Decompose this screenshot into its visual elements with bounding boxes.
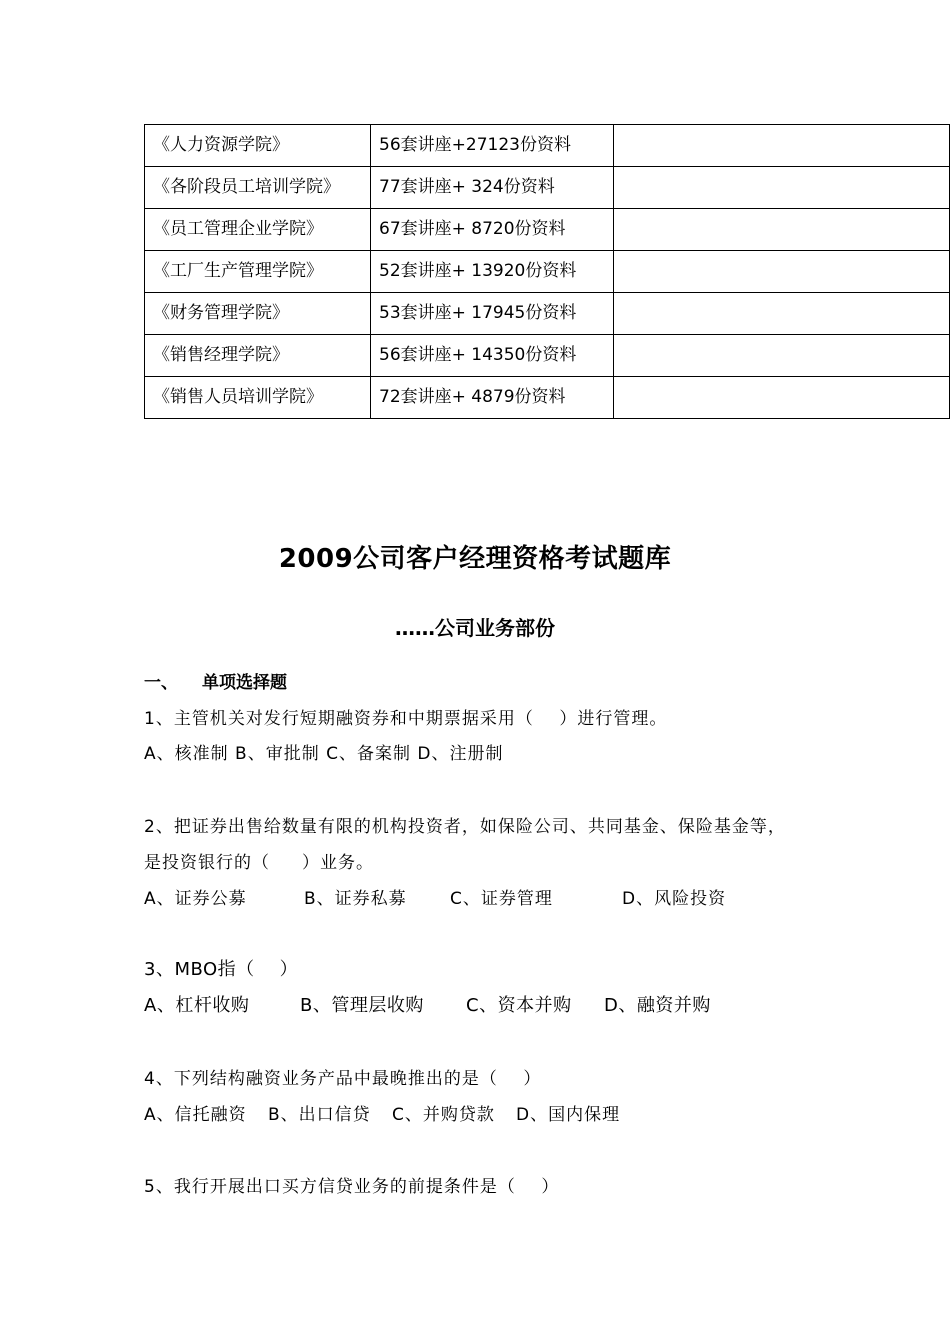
option: B、审批制: [235, 744, 320, 764]
college-name: 《人力资源学院》: [145, 125, 371, 167]
college-content: 53套讲座+ 17945份资料: [371, 293, 614, 335]
college-name: 《各阶段员工培训学院》: [145, 167, 371, 209]
option: D、融资并购: [604, 995, 711, 1016]
college-note: [614, 125, 950, 167]
option: D、注册制: [417, 744, 504, 764]
college-name: 《销售经理学院》: [145, 335, 371, 377]
option: B、证券私募: [304, 889, 407, 909]
college-name: 《工厂生产管理学院》: [145, 251, 371, 293]
table-row: [145, 251, 950, 293]
document-subtitle: ……公司业务部份: [395, 616, 555, 640]
section-label: 单项选择题: [202, 673, 287, 693]
college-content: 67套讲座+ 8720份资料: [371, 209, 614, 251]
option: A、杠杆收购: [144, 995, 250, 1016]
question-stem: 2、把证券出售给数量有限的机构投资者，如保险公司、共同基金、保险基金等，: [144, 817, 786, 837]
college-name: 《员工管理企业学院》: [145, 209, 371, 251]
table-row: [145, 167, 950, 209]
question-stem: 1、主管机关对发行短期融资券和中期票据采用（ ）进行管理。: [144, 709, 668, 729]
question-stem: 3、MBO指（ ）: [144, 959, 299, 980]
option: B、出口信贷: [268, 1105, 371, 1125]
option: D、国内保理: [516, 1105, 621, 1125]
option: D、风险投资: [622, 889, 727, 909]
college-name: 《财务管理学院》: [145, 293, 371, 335]
table-row: [145, 209, 950, 251]
college-note: [614, 293, 950, 335]
option: A、核准制: [144, 744, 229, 764]
course-catalog-table: [144, 124, 950, 419]
question-stem: 5、我行开展出口买方信贷业务的前提条件是（ ）: [144, 1177, 560, 1197]
option: A、信托融资: [144, 1105, 247, 1125]
college-note: [614, 209, 950, 251]
question-stem: 4、下列结构融资业务产品中最晚推出的是（ ）: [144, 1069, 542, 1089]
option: B、管理层收购: [300, 995, 424, 1016]
option: C、备案制: [326, 744, 411, 764]
option: C、证券管理: [450, 889, 553, 909]
document-title: 2009公司客户经理资格考试题库: [278, 544, 672, 574]
question-options: [144, 884, 726, 909]
option: C、并购贷款: [392, 1105, 495, 1125]
table-row: [145, 125, 950, 167]
option: A、证券公募: [144, 889, 247, 909]
table-row: [145, 377, 950, 419]
college-content: 77套讲座+ 324份资料: [371, 167, 614, 209]
option: C、资本并购: [466, 995, 572, 1016]
table-row: [145, 293, 950, 335]
college-content: 72套讲座+ 4879份资料: [371, 377, 614, 419]
college-content: 56套讲座+27123份资料: [371, 125, 614, 167]
question-options: [144, 1100, 620, 1125]
question-stem-continued: 是投资银行的（ ）业务。: [144, 853, 375, 873]
table-row: [145, 335, 950, 377]
college-name: 《销售人员培训学院》: [145, 377, 371, 419]
question-options: [144, 991, 711, 1017]
question-options: [144, 739, 504, 764]
section-number: 一、: [144, 673, 178, 693]
college-note: [614, 167, 950, 209]
college-note: [614, 377, 950, 419]
section-heading: [144, 668, 287, 693]
college-note: [614, 335, 950, 377]
college-content: 52套讲座+ 13920份资料: [371, 251, 614, 293]
college-note: [614, 251, 950, 293]
college-content: 56套讲座+ 14350份资料: [371, 335, 614, 377]
